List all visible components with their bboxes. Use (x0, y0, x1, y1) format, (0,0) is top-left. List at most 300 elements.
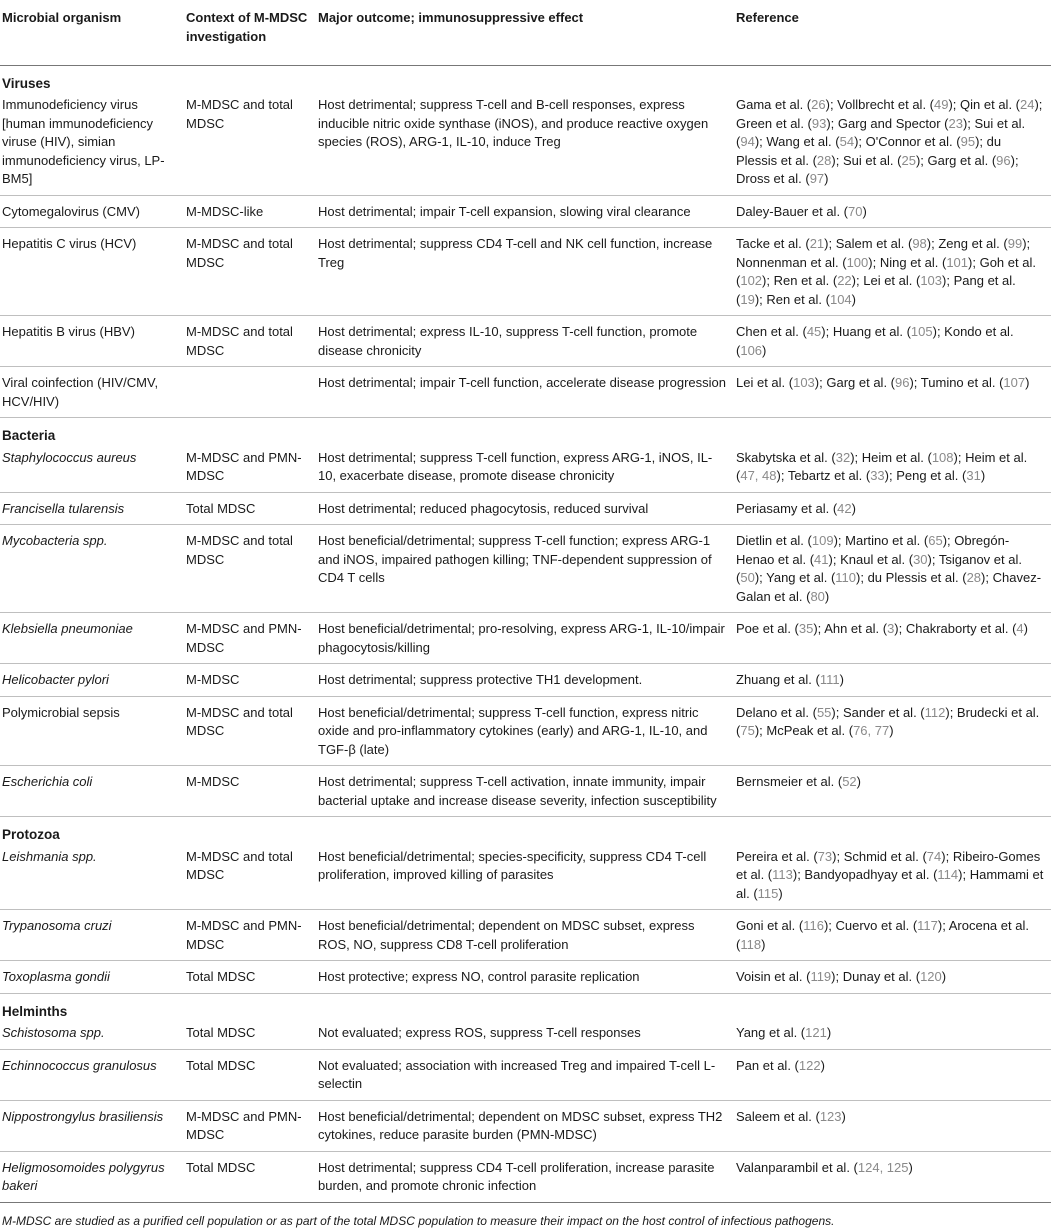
ref-number-link[interactable]: 103 (793, 375, 815, 390)
ref-separator: ); (942, 273, 954, 288)
ref-separator: ); (832, 848, 844, 864)
cell-organism: Heligmosomoides polygyrus bakeri (0, 1151, 184, 1202)
ref-number-link[interactable]: 106 (740, 342, 763, 358)
cell-context: M-MDSC and PMN-MDSC (184, 446, 316, 493)
cell-reference (734, 1100, 1051, 1151)
ref-separator: ); (945, 704, 957, 720)
ref-separator: ); (894, 621, 906, 636)
ref-separator: ); (813, 621, 825, 636)
ref-author: Gama et al. ( (736, 97, 812, 112)
ref-number-link[interactable]: 50 (740, 570, 755, 585)
ref-author: Delano et al. ( (736, 704, 817, 720)
cell-reference (734, 664, 1051, 697)
ref-separator: ); (754, 291, 767, 307)
ref-separator: ) (862, 203, 867, 219)
ref-separator: ) (851, 291, 857, 307)
ref-number-link[interactable]: 74 (926, 848, 942, 864)
ref-number-link[interactable]: 100 (846, 254, 869, 270)
ref-author: Garg et al. ( (927, 152, 997, 168)
ref-number-link[interactable]: 123 (819, 1108, 842, 1124)
cell-outcome: Host detrimental; reduced phagocytosis, reduced survival (316, 492, 734, 525)
ref-author: Garg and Spector ( (837, 115, 949, 131)
cell-reference (734, 367, 1051, 418)
cell-reference (734, 1021, 1051, 1049)
cell-reference (734, 961, 1051, 994)
ref-number-link[interactable]: 120 (920, 969, 942, 984)
ref-number-link[interactable]: 52 (842, 774, 857, 789)
ref-author: Cuervo et al. ( (835, 918, 918, 933)
cell-organism: Klebsiella pneumoniae (0, 613, 184, 664)
ref-number-link[interactable]: 119 (810, 969, 832, 984)
cell-reference (734, 492, 1051, 525)
cell-context: M-MDSC and total MDSC (184, 845, 316, 910)
ref-author: Daley-Bauer et al. ( (736, 203, 848, 219)
ref-separator: ); (823, 918, 836, 933)
cell-organism: Staphylococcus aureus (0, 446, 184, 493)
cell-organism: Nippostrongylus brasiliensis (0, 1100, 184, 1151)
table-row (0, 228, 1051, 316)
ref-separator: ); (927, 551, 939, 567)
ref-number-link[interactable]: 30 (913, 551, 928, 567)
ref-separator: ); (975, 134, 987, 149)
ref-separator: ); (821, 324, 833, 339)
cell-context: M-MDSC and total MDSC (184, 93, 316, 195)
ref-separator: ); (850, 449, 862, 465)
cell-organism: Viral coinfection (HIV/CMV, HCV/HIV) (0, 367, 184, 418)
ref-author: Hammami et al. ( (736, 867, 1044, 901)
ref-number-link[interactable]: 75 (740, 723, 755, 738)
ref-separator: ) (824, 171, 829, 186)
ref-separator: ) (761, 936, 766, 952)
ref-author: Yang et al. ( (736, 1025, 806, 1040)
ref-number-link[interactable]: 23 (948, 115, 963, 131)
cell-outcome: Host detrimental; impair T-cell function, accelerate disease progression (316, 367, 734, 418)
ref-author: Tacke et al. ( (736, 236, 810, 251)
cell-reference (734, 316, 1051, 367)
ref-number-link[interactable]: 35 (798, 621, 814, 636)
ref-separator: ) (778, 885, 783, 901)
ref-number-link[interactable]: 117 (917, 918, 938, 933)
ref-author: Lei et al. ( (736, 375, 794, 390)
group-title: Protozoa (2, 827, 60, 842)
cell-context: Total MDSC (184, 1049, 316, 1100)
ref-number-link[interactable]: 102 (740, 273, 763, 288)
group-title: Helminths (2, 1003, 68, 1019)
ref-separator: ) (856, 774, 862, 789)
cell-reference (734, 446, 1051, 493)
ref-author: Skabytska et al. ( (736, 449, 836, 465)
ref-author: Goh et al. ( (736, 254, 1036, 288)
ref-separator: ); (831, 704, 843, 720)
ref-author: Chen et al. ( (736, 324, 807, 339)
table-row (0, 766, 1051, 817)
ref-separator: ); (851, 273, 864, 288)
ref-separator: ) (762, 342, 767, 358)
ref-number-link[interactable]: 104 (829, 291, 852, 307)
ref-author: Garg et al. ( (826, 375, 895, 390)
cell-organism: Trypanosoma cruzi (0, 910, 184, 961)
ref-separator: ); (1034, 97, 1043, 112)
table-row (0, 845, 1051, 910)
ref-author: Valanparambil et al. ( (736, 1159, 858, 1175)
cell-outcome: Host protective; express NO, control parasite replication (316, 961, 734, 994)
ref-author: Bandyopadhyay et al. ( (804, 867, 938, 882)
ref-author: Ahn et al. ( (824, 621, 888, 636)
ref-number-link[interactable]: 4 (1016, 621, 1024, 636)
cell-reference (734, 696, 1051, 766)
cell-outcome: Not evaluated; express ROS, suppress T-cell responses (316, 1021, 734, 1049)
ref-number-link[interactable]: 105 (910, 324, 933, 339)
cell-outcome: Host beneficial/detrimental; suppress T-cell function; express ARG-1 and iNOS, impaired pathogen killing; TNF-dependent suppression of CD4 T cells (316, 525, 734, 613)
ref-separator: ); (942, 533, 955, 548)
ref-number-link[interactable]: 28 (816, 152, 832, 168)
ref-separator: ) (839, 672, 844, 687)
ref-author: Sui et al. ( (736, 115, 1026, 149)
ref-separator: ) (1023, 621, 1028, 636)
cell-organism: Immunodeficiency virus [human immunodeficiency viruse (HIV), simian immunodeficiency virus, LP-BM5] (0, 93, 184, 195)
cell-outcome: Host detrimental; suppress CD4 T-cell and NK cell function, increase Treg (316, 228, 734, 316)
ref-separator: ); (884, 468, 897, 483)
ref-author: Kondo et al. ( (736, 324, 1014, 358)
ref-separator: ); (826, 115, 838, 131)
ref-separator: ); (814, 375, 827, 390)
ref-number-link[interactable]: 107 (1003, 375, 1026, 390)
ref-author: Schmid et al. ( (843, 848, 927, 864)
ref-number-link[interactable]: 25 (901, 152, 916, 168)
ref-separator: ); (948, 97, 961, 112)
cell-context: M-MDSC (184, 664, 316, 697)
ref-number-link[interactable]: 22 (837, 273, 852, 288)
table-row (0, 1049, 1051, 1100)
header-outcome: Major outcome; immunosuppressive effect (316, 0, 734, 65)
table-row (0, 1100, 1051, 1151)
ref-author: Saleem et al. ( (736, 1108, 820, 1124)
cell-outcome: Host beneficial/detrimental; species-specificity, suppress CD4 T-cell proliferation, improved killing of parasites (316, 845, 734, 910)
ref-separator: ); (981, 570, 993, 585)
ref-number-link[interactable]: 73 (817, 848, 833, 864)
ref-author: Salem et al. ( (835, 236, 913, 251)
cell-outcome: Host beneficial/detrimental; suppress T-cell function, express nitric oxide and pro-inflammatory cytokines (early) and ARG-1, IL-10, and TGF-β (late) (316, 696, 734, 766)
cell-context: Total MDSC (184, 492, 316, 525)
ref-number-link[interactable]: 21 (809, 236, 825, 251)
ref-author: du Plessis et al. ( (736, 134, 1002, 168)
ref-number-link[interactable]: 116 (803, 918, 824, 933)
cell-reference (734, 910, 1051, 961)
cell-outcome: Host detrimental; suppress T-cell and B-cell responses, express inducible nitric oxide synthase (iNOS), and produce reactive oxygen species (ROS), ARG-1, IL-10, induce Treg (316, 93, 734, 195)
table-footnote: M-MDSC are studied as a purified cell population or as part of the total MDSC population to measure their impact on the host control of infectious pathogens. (2, 1213, 835, 1228)
ref-separator: ); (1010, 152, 1019, 168)
ref-number-link[interactable]: 49 (934, 97, 949, 112)
ref-number-link[interactable]: 97 (809, 171, 825, 186)
cell-organism: Francisella tularensis (0, 492, 184, 525)
cell-reference (734, 613, 1051, 664)
cell-organism: Hepatitis C virus (HCV) (0, 228, 184, 316)
ref-number-link[interactable]: 31 (966, 468, 981, 483)
ref-separator: ); (754, 570, 767, 585)
cell-reference (734, 1151, 1051, 1202)
ref-separator: ); (909, 375, 921, 390)
ref-separator: ) (824, 588, 830, 604)
ref-separator: ); (831, 969, 843, 984)
cell-outcome: Host beneficial/detrimental; dependent on MDSC subset, express TH2 cytokines, reduce parasite burden (PMN-MDSC) (316, 1100, 734, 1151)
ref-author: Periasamy et al. ( (736, 500, 838, 516)
cell-organism: Hepatitis B virus (HBV) (0, 316, 184, 367)
ref-separator: ); (962, 115, 975, 131)
cell-context: M-MDSC-like (184, 195, 316, 228)
ref-number-link[interactable]: 42 (837, 500, 852, 516)
ref-number-link[interactable]: 111 (819, 672, 840, 687)
group-row (0, 817, 1051, 845)
ref-author: Ren et al. ( (766, 291, 830, 307)
ref-number-link[interactable]: 80 (810, 588, 825, 604)
ref-separator: ); (776, 468, 788, 483)
cell-reference (734, 228, 1051, 316)
ref-separator: ); (915, 152, 928, 168)
ref-number-link[interactable]: 95 (960, 134, 976, 149)
cell-reference (734, 845, 1051, 910)
ref-separator: ); (932, 324, 945, 339)
table-row (0, 367, 1051, 418)
ref-author: Nonnenman et al. ( (736, 254, 847, 270)
ref-number-link[interactable]: 28 (966, 570, 982, 585)
ref-number-link[interactable]: 96 (996, 152, 1011, 168)
ref-number-link[interactable]: 54 (839, 134, 855, 149)
ref-author: Pang et al. ( (736, 273, 1016, 307)
ref-number-link[interactable]: 19 (740, 291, 755, 307)
ref-number-link[interactable]: 103 (920, 273, 943, 288)
ref-number-link[interactable]: 3 (887, 621, 895, 636)
cell-organism: Schistosoma spp. (0, 1021, 184, 1049)
ref-separator: ); (854, 134, 866, 149)
ref-separator: ); (754, 134, 767, 149)
group-row (0, 993, 1051, 1021)
ref-number-link[interactable]: 93 (811, 115, 827, 131)
ref-separator: ); (958, 867, 970, 882)
ref-number-link[interactable]: 45 (806, 324, 822, 339)
ref-separator: ) (826, 1025, 832, 1040)
ref-author: Martino et al. ( (845, 533, 929, 548)
cell-organism: Toxoplasma gondii (0, 961, 184, 994)
cell-context: M-MDSC and PMN-MDSC (184, 1100, 316, 1151)
cell-reference (734, 1049, 1051, 1100)
cell-organism: Polymicrobial sepsis (0, 696, 184, 766)
cell-organism: Echinnococcus granulosus (0, 1049, 184, 1100)
cell-outcome: Not evaluated; association with increased Treg and impaired T-cell L-selectin (316, 1049, 734, 1100)
ref-number-link[interactable]: 110 (835, 570, 857, 585)
ref-author: Ren et al. ( (773, 273, 838, 288)
ref-number-link[interactable]: 26 (811, 97, 826, 112)
ref-author: Lei et al. ( (863, 273, 921, 288)
ref-number-link[interactable]: 98 (912, 236, 927, 251)
cell-outcome: Host detrimental; suppress T-cell activation, innate immunity, impair bacterial uptake and increase disease severity, infection susceptibility (316, 766, 734, 817)
ref-author: Heim et al. ( (861, 449, 932, 465)
group-row (0, 65, 1051, 93)
cell-context: M-MDSC and PMN-MDSC (184, 910, 316, 961)
ref-separator: ) (1025, 375, 1030, 390)
ref-author: Dunay et al. ( (842, 969, 921, 984)
ref-author: Dietlin et al. ( (736, 533, 812, 548)
ref-separator: ) (980, 468, 986, 483)
table-row (0, 525, 1051, 613)
ref-author: du Plessis et al. ( (867, 570, 967, 585)
cell-context: M-MDSC and total MDSC (184, 228, 316, 316)
ref-author: Pereira et al. ( (736, 848, 818, 864)
ref-separator: ); (953, 449, 966, 465)
ref-separator: ); (968, 254, 980, 270)
ref-author: Ning et al. ( (879, 254, 947, 270)
ref-separator: ); (824, 236, 836, 251)
ref-author: McPeak et al. ( (766, 723, 854, 738)
table-row (0, 664, 1051, 697)
cell-outcome: Host beneficial/detrimental; pro-resolving, express ARG-1, IL-10/impair phagocytosis/killing (316, 613, 734, 664)
cell-reference (734, 766, 1051, 817)
cell-organism: Leishmania spp. (0, 845, 184, 910)
ref-number-link[interactable]: 115 (757, 885, 779, 901)
cell-context (184, 367, 316, 418)
cell-organism: Escherichia coli (0, 766, 184, 817)
table-row (0, 446, 1051, 493)
ref-author: Chavez-Galan et al. ( (736, 570, 1042, 604)
ref-number-link[interactable]: 121 (805, 1025, 827, 1040)
ref-number-link[interactable]: 55 (816, 704, 832, 720)
ref-number-link[interactable]: 94 (740, 134, 755, 149)
ref-author: Peng et al. ( (896, 468, 967, 483)
header-row (0, 0, 1051, 65)
ref-author: Bernsmeier et al. ( (736, 774, 843, 789)
cell-context: M-MDSC and PMN-MDSC (184, 613, 316, 664)
cell-outcome: Host beneficial/detrimental; dependent on MDSC subset, express ROS, NO, suppress CD8 T-cell proliferation (316, 910, 734, 961)
ref-author: Huang et al. ( (832, 324, 911, 339)
ref-number-link[interactable]: 109 (811, 533, 834, 548)
table-body (0, 65, 1051, 1202)
ref-author: Yang et al. ( (766, 570, 836, 585)
cell-organism: Mycobacteria spp. (0, 525, 184, 613)
ref-separator: ); (937, 918, 949, 933)
group-title: Bacteria (2, 428, 56, 443)
ref-number-link[interactable]: 101 (946, 254, 969, 270)
cell-context: Total MDSC (184, 961, 316, 994)
ref-separator: ); (831, 152, 843, 168)
ref-separator: ); (926, 236, 939, 251)
group-title: Viruses (2, 75, 51, 91)
ref-author: Zeng et al. ( (938, 236, 1008, 251)
header-context: Context of M-MDSC investigation (184, 0, 316, 65)
ref-separator: ); (1022, 236, 1031, 251)
table-row (0, 910, 1051, 961)
ref-separator: ); (762, 273, 774, 288)
ref-number-link[interactable]: 108 (931, 449, 954, 465)
ref-separator: ); (833, 533, 846, 548)
ref-number-link[interactable]: 65 (928, 533, 943, 548)
ref-separator: ); (868, 254, 880, 270)
table-row (0, 316, 1051, 367)
ref-number-link[interactable]: 118 (740, 936, 762, 952)
ref-author: Green et al. ( (736, 115, 812, 131)
ref-author: Poe et al. ( (736, 621, 799, 636)
header-reference: Reference (734, 0, 1051, 65)
ref-author: Tsiganov et al. ( (736, 551, 1022, 585)
ref-number-link[interactable]: 33 (870, 468, 885, 483)
ref-separator: ); (941, 848, 953, 864)
ref-author: Sui et al. ( (842, 152, 902, 168)
ref-separator: ) (908, 1159, 913, 1175)
ref-separator: ) (820, 1057, 825, 1073)
ref-separator: ); (825, 97, 838, 112)
table-row (0, 1151, 1051, 1202)
cell-reference (734, 93, 1051, 195)
ref-separator: ); (856, 570, 868, 585)
ref-author: Goni et al. ( (736, 918, 804, 933)
cell-context: M-MDSC and total MDSC (184, 696, 316, 766)
cell-context: M-MDSC (184, 766, 316, 817)
cell-organism: Helicobacter pylori (0, 664, 184, 697)
table-row (0, 1021, 1051, 1049)
ref-author: Sander et al. ( (842, 704, 925, 720)
ref-author: Vollbrecht et al. ( (837, 97, 934, 112)
cell-context: M-MDSC and total MDSC (184, 316, 316, 367)
ref-separator: ) (941, 969, 947, 984)
table-row (0, 195, 1051, 228)
ref-number-link[interactable]: 47, 48 (740, 468, 777, 483)
ref-author: Wang et al. ( (766, 134, 840, 149)
ref-number-link[interactable]: 32 (835, 449, 851, 465)
ref-author: Brudecki et al. ( (736, 704, 1040, 738)
table-row (0, 696, 1051, 766)
header-organism: Microbial organism (0, 0, 184, 65)
ref-author: Dross et al. ( (736, 171, 810, 186)
ref-number-link[interactable]: 70 (848, 203, 863, 219)
ref-separator: ) (851, 500, 856, 516)
ref-number-link[interactable]: 41 (814, 551, 829, 567)
ref-separator: ); (792, 867, 805, 882)
ref-separator: ) (841, 1108, 846, 1124)
cell-outcome: Host detrimental; suppress T-cell function, express ARG-1, iNOS, IL-10, exacerbate disease, promote disease chronicity (316, 446, 734, 493)
ref-number-link[interactable]: 113 (772, 867, 793, 882)
cell-reference (734, 195, 1051, 228)
table-row (0, 961, 1051, 994)
cell-outcome: Host detrimental; suppress protective TH1 development. (316, 664, 734, 697)
ref-separator: ); (828, 551, 841, 567)
ref-author: Tumino et al. ( (920, 375, 1004, 390)
ref-author: O'Connor et al. ( (865, 134, 961, 149)
cell-context: M-MDSC and total MDSC (184, 525, 316, 613)
cell-reference (734, 525, 1051, 613)
ref-number-link[interactable]: 24 (1020, 97, 1035, 112)
cell-organism: Cytomegalovirus (CMV) (0, 195, 184, 228)
ref-number-link[interactable]: 96 (895, 375, 910, 390)
cell-outcome: Host detrimental; impair T-cell expansion, slowing viral clearance (316, 195, 734, 228)
ref-author: Chakraborty et al. ( (905, 621, 1017, 636)
table-row (0, 492, 1051, 525)
ref-number-link[interactable]: 122 (798, 1057, 821, 1073)
cell-outcome: Host detrimental; suppress CD4 T-cell proliferation, increase parasite burden, and promote chronic infection (316, 1151, 734, 1202)
ref-number-link[interactable]: 99 (1007, 236, 1023, 251)
ref-author: Ribeiro-Gomes et al. ( (736, 848, 1041, 882)
ref-number-link[interactable]: 114 (937, 867, 959, 882)
ref-author: Knaul et al. ( (840, 551, 914, 567)
ref-author: Zhuang et al. ( (736, 672, 820, 687)
ref-number-link[interactable]: 124, 125 (857, 1159, 909, 1175)
ref-author: Voisin et al. ( (736, 969, 811, 984)
ref-separator: ) (889, 723, 894, 738)
ref-number-link[interactable]: 76, 77 (853, 723, 890, 738)
ref-author: Arocena et al. ( (736, 918, 1029, 952)
ref-number-link[interactable]: 112 (924, 704, 946, 720)
group-row (0, 418, 1051, 446)
table-row (0, 93, 1051, 195)
ref-author: Pan et al. ( (736, 1057, 799, 1073)
ref-author: Tebartz et al. ( (787, 468, 871, 483)
